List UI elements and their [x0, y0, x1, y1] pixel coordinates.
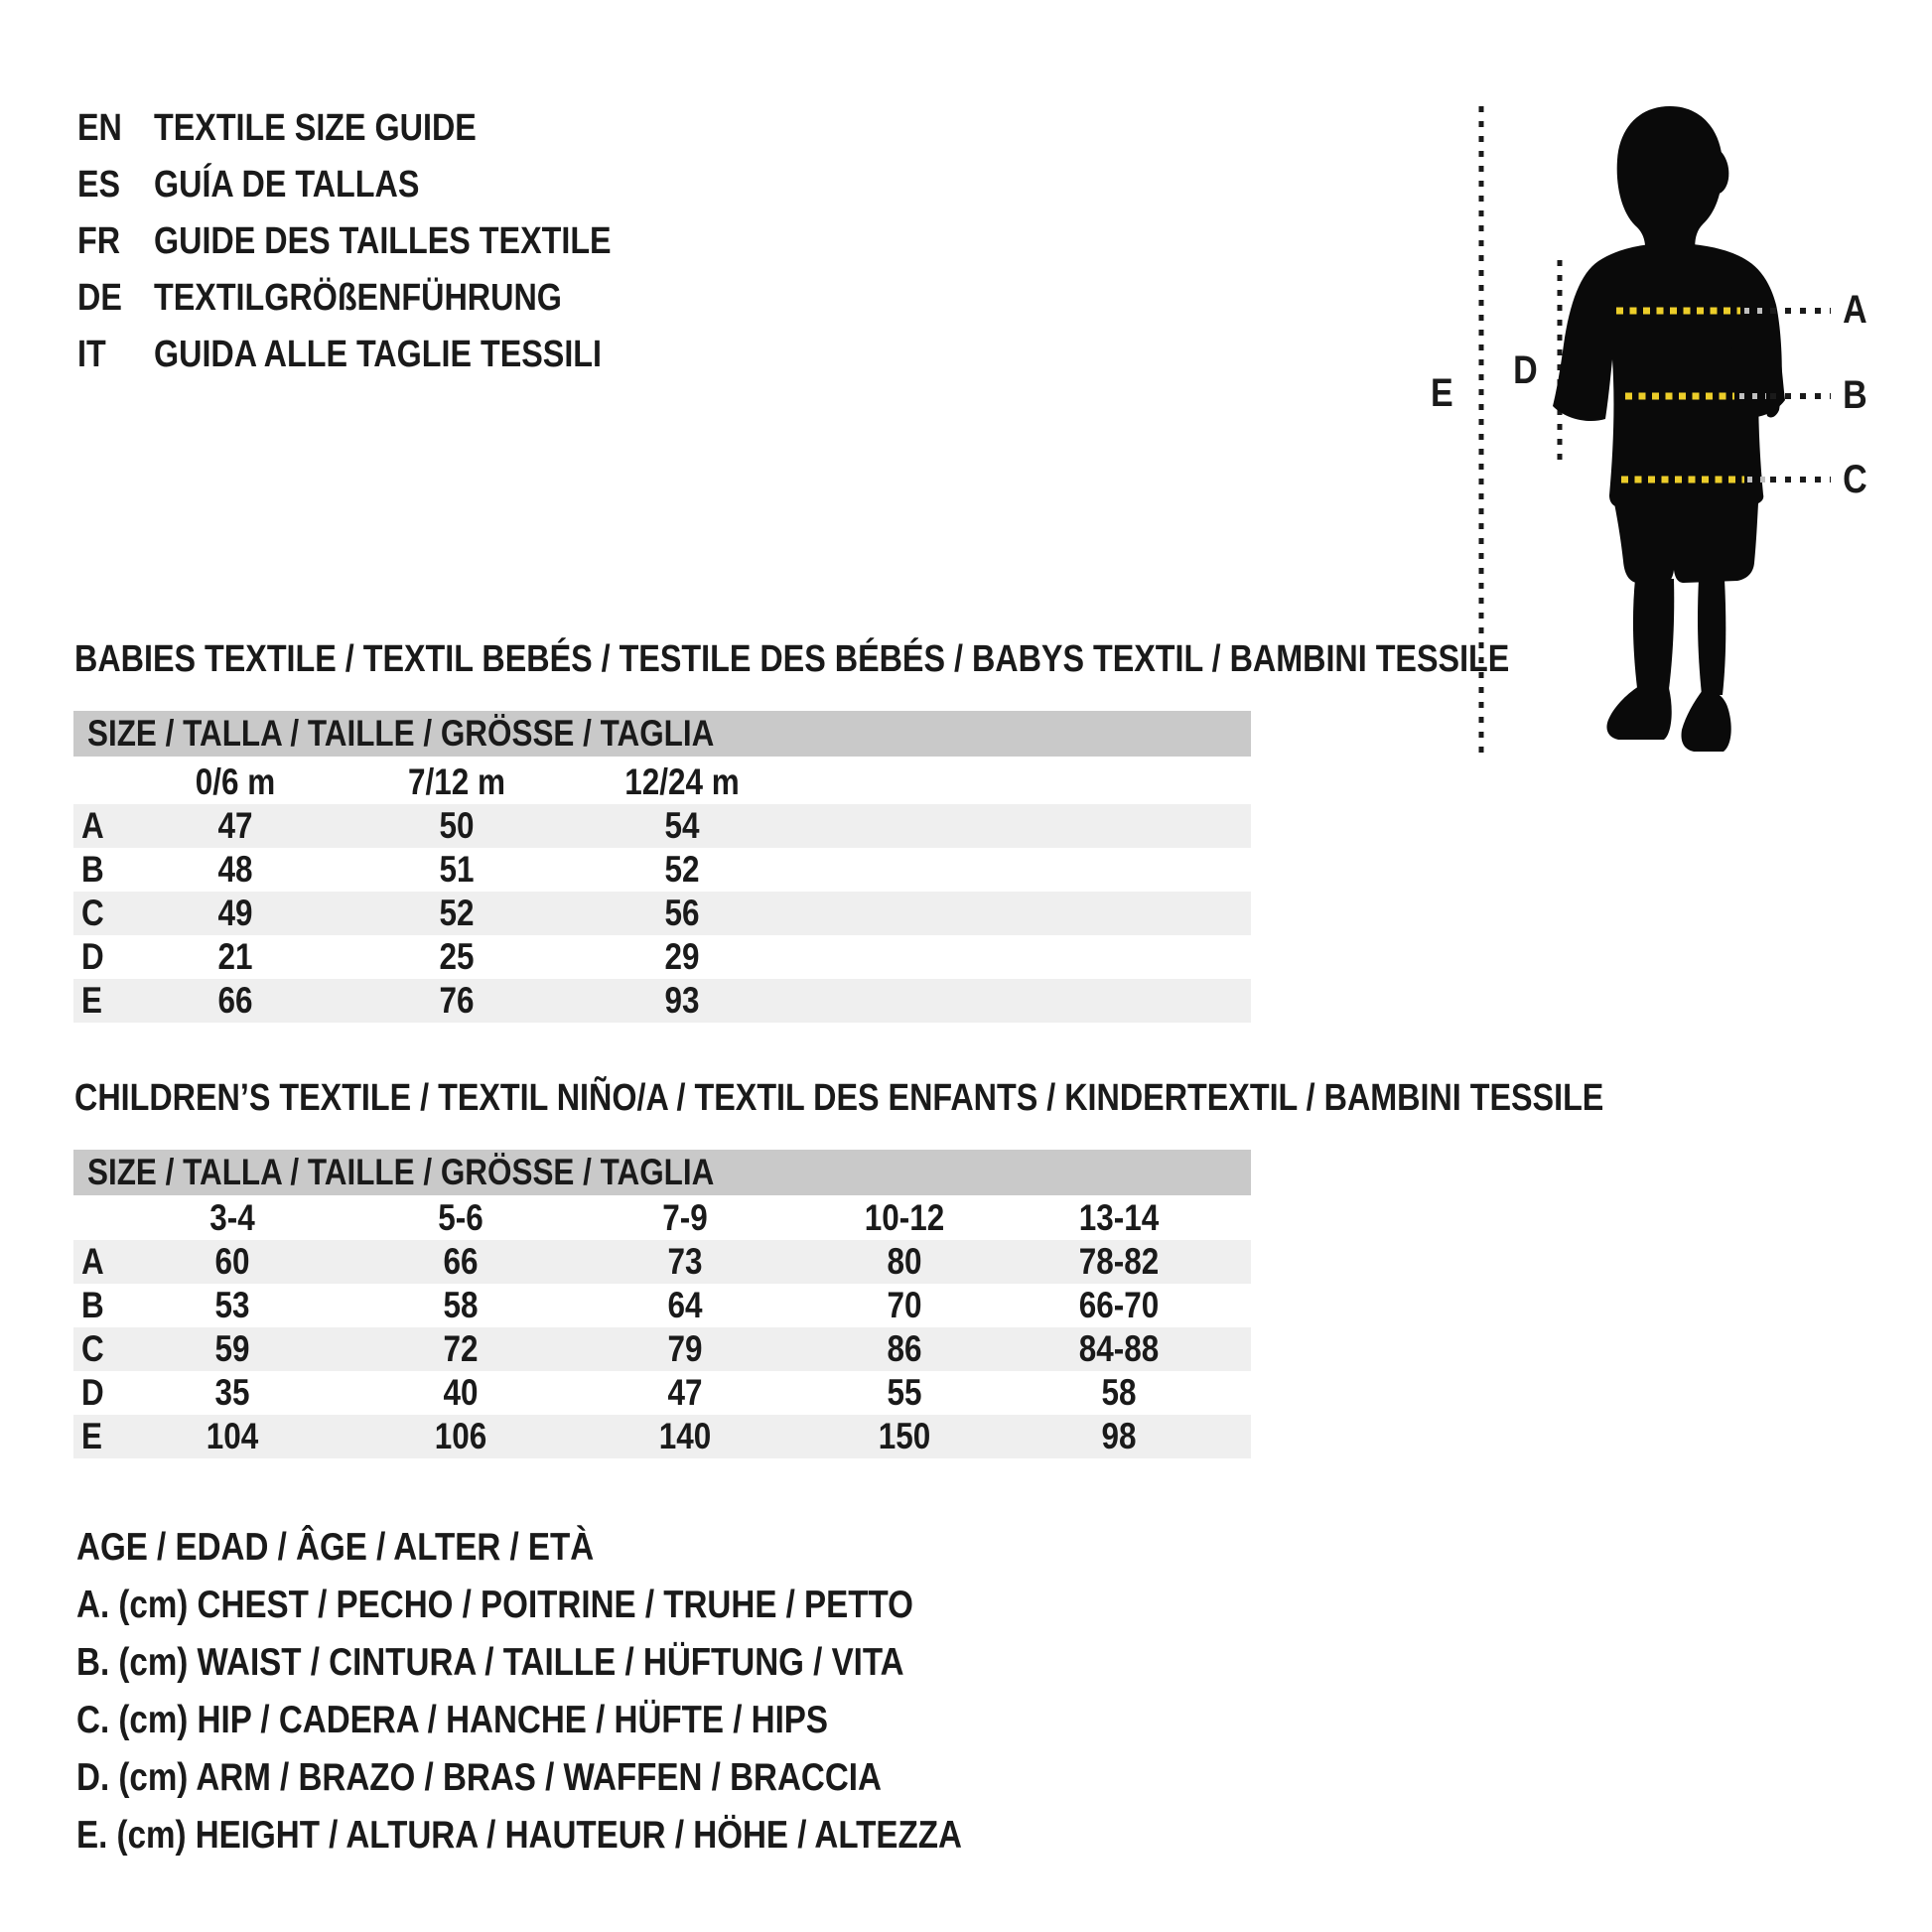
children-column-header-row — [73, 1196, 1251, 1240]
lang-title-es: GUÍA DE TALLAS — [154, 164, 420, 206]
measure-label-b: B — [1842, 373, 1867, 417]
lang-code-de: DE — [77, 277, 122, 319]
table-row: D 35 40 47 55 58 — [81, 1372, 1137, 1413]
children-col-7-9: 7-9 — [662, 1197, 708, 1238]
legend-chest: A. (cm) CHEST / PECHO / POITRINE / TRUHE / PETTO — [76, 1584, 913, 1626]
measure-label-e: E — [1430, 371, 1453, 415]
lang-code-en: EN — [77, 107, 122, 149]
children-col-10-12: 10-12 — [864, 1197, 945, 1238]
lang-title-it: GUIDA ALLE TAGLIE TESSILI — [154, 334, 603, 375]
babies-col-0-6m: 0/6 m — [195, 761, 276, 802]
table-row: D 21 25 29 — [81, 936, 700, 977]
table-row: E 104 106 140 150 98 — [73, 1415, 1251, 1458]
children-col-5-6: 5-6 — [438, 1197, 483, 1238]
legend-hip: C. (cm) HIP / CADERA / HANCHE / HÜFTE / HIPS — [76, 1699, 829, 1741]
lang-code-it: IT — [77, 334, 106, 375]
measure-label-c: C — [1842, 458, 1867, 501]
legend-waist: B. (cm) WAIST / CINTURA / TAILLE / HÜFTUNG / VITA — [76, 1641, 904, 1684]
children-section-title: CHILDREN’S TEXTILE / TEXTIL NIÑO/A / TEXTIL DES ENFANTS / KINDERTEXTIL / BAMBINI TESSILE — [74, 1077, 1604, 1119]
lang-title-en: TEXTILE SIZE GUIDE — [154, 107, 477, 149]
babies-section-title: BABIES TEXTILE / TEXTIL BEBÉS / TESTILE DES BÉBÉS / BABYS TEXTIL / BAMBINI TESSILE — [74, 638, 1510, 680]
babies-column-header-row — [73, 760, 1251, 804]
babies-col-7-12m: 7/12 m — [408, 761, 505, 802]
lang-code-fr: FR — [77, 220, 121, 262]
children-size-header-bar: SIZE / TALLA / TAILLE / GRÖSSE / TAGLIA — [73, 1150, 1251, 1195]
children-col-13-14: 13-14 — [1078, 1197, 1160, 1238]
table-row: B 53 58 64 70 66-70 — [81, 1285, 1160, 1325]
table-row: C 59 72 79 86 84-88 — [73, 1327, 1251, 1371]
legend-height: E. (cm) HEIGHT / ALTURA / HAUTEUR / HÖHE / ALTEZZA — [76, 1814, 962, 1857]
table-row: B 48 51 52 — [81, 849, 700, 890]
measure-label-a: A — [1842, 288, 1867, 332]
babies-size-header-bar: SIZE / TALLA / TAILLE / GRÖSSE / TAGLIA — [73, 711, 1251, 757]
lang-title-fr: GUIDE DES TAILLES TEXTILE — [154, 220, 612, 262]
table-row: C 49 52 56 — [73, 892, 1251, 935]
legend-age: AGE / EDAD / ÂGE / ALTER / ETÀ — [76, 1526, 595, 1569]
table-row: A 60 66 73 80 78-82 — [73, 1240, 1251, 1284]
table-row: A 47 50 54 — [73, 804, 1251, 848]
children-col-3-4: 3-4 — [209, 1197, 255, 1238]
babies-col-12-24m: 12/24 m — [624, 761, 740, 802]
legend-arm: D. (cm) ARM / BRAZO / BRAS / WAFFEN / BRACCIA — [76, 1756, 882, 1799]
lang-code-es: ES — [77, 164, 121, 206]
table-row: E 66 76 93 — [73, 979, 1251, 1023]
lang-title-de: TEXTILGRÖßENFÜHRUNG — [154, 277, 562, 319]
measure-label-d: D — [1512, 348, 1538, 392]
